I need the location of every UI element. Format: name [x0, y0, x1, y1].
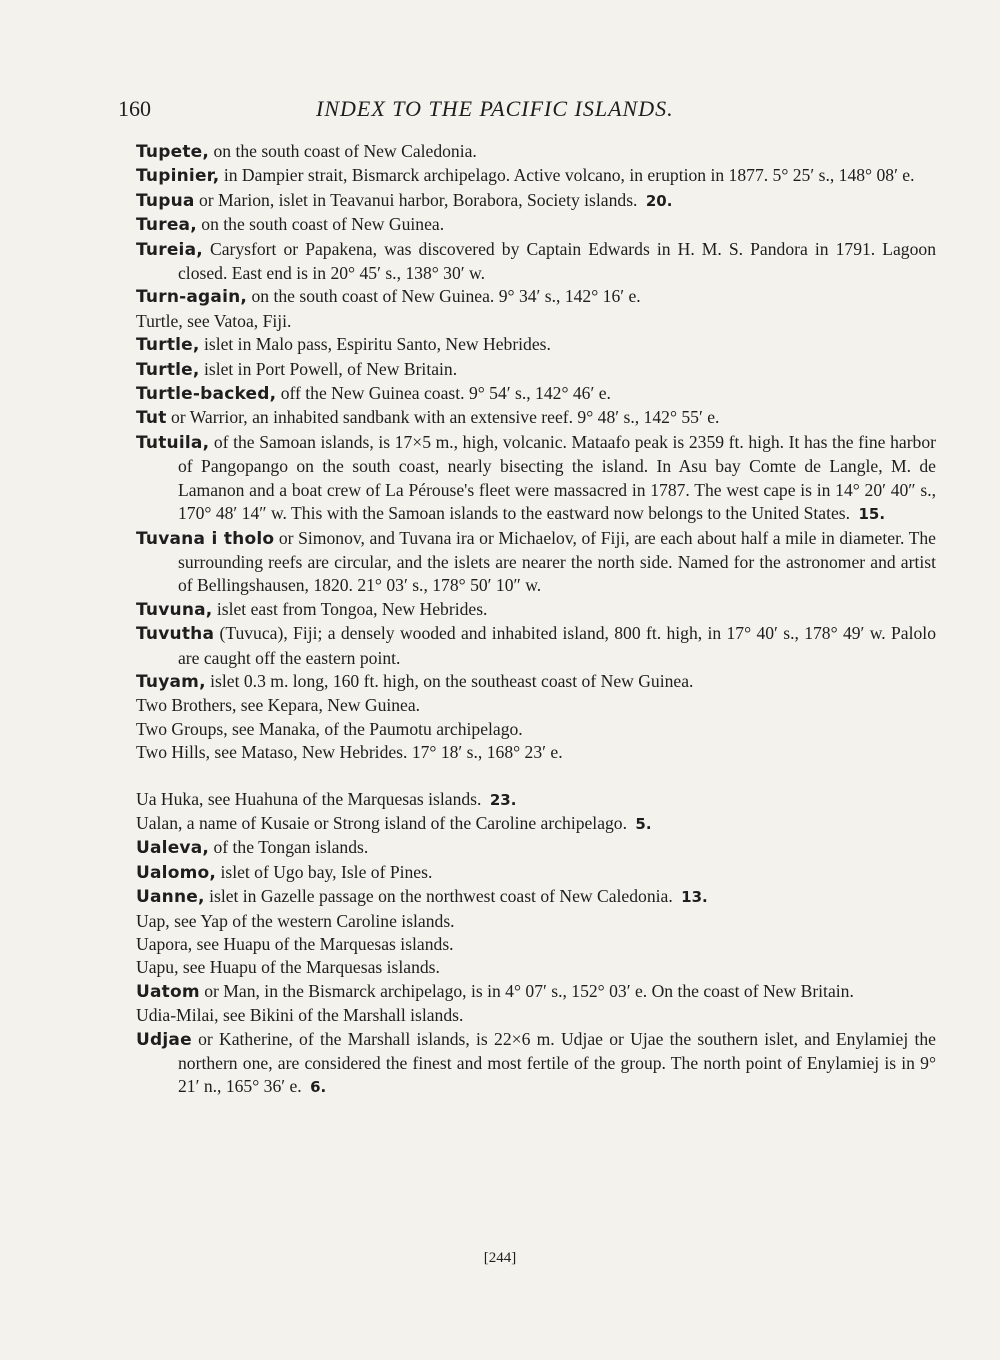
index-entry: [136, 622, 936, 670]
entry-headword: Uanne,: [136, 887, 205, 908]
index-entry: [136, 431, 936, 527]
entry-headword: Turn-again,: [136, 287, 248, 308]
entry-text: Two Groups, see Manaka, of the Paumotu archipelago.: [136, 718, 523, 739]
index-section-t: [136, 140, 936, 765]
entry-text: Ua Huka, see Huahuna of the Marquesas islands.: [136, 788, 482, 809]
entry-text: on the south coast of New Caledonia.: [213, 141, 477, 161]
index-entry: [136, 910, 936, 933]
index-entry: [136, 812, 936, 836]
page-title: INDEX TO THE PACIFIC ISLANDS.: [316, 96, 674, 121]
entry-headword: Tureia,: [136, 239, 203, 260]
entry-text: (Tuvuca), Fiji; a densely wooded and inhabited island, 800 ft. high, in 17° 40′ s., 178° 49′ w. Palolo are caught off the eastern point.: [178, 623, 936, 668]
index-entry: [136, 213, 936, 237]
index-entry: [136, 238, 936, 286]
index-entry: [136, 140, 936, 164]
page-number: 160: [118, 96, 151, 121]
entry-text: in Dampier strait, Bismarck archipelago. Active volcano, in eruption in 1877. 5° 25′ s., 148° 08′ e.: [223, 165, 915, 186]
entry-text: or Marion, islet in Teavanui harbor, Borabora, Society islands.: [198, 189, 638, 210]
entry-text: on the south coast of New Guinea. 9° 34′ s., 142° 16′ e.: [251, 286, 641, 307]
map-reference: 15.: [858, 505, 886, 524]
index-entry: [136, 788, 936, 812]
entry-text: islet east from Tongoa, New Hebrides.: [216, 598, 488, 619]
index-entry: [136, 933, 936, 956]
index-entry: [136, 285, 936, 309]
index-entry: [136, 527, 936, 598]
index-entry: [136, 164, 936, 188]
entry-headword: Ualomo,: [136, 862, 217, 883]
index-body: [136, 140, 936, 1100]
entry-headword: Turea,: [136, 215, 197, 236]
entry-headword: Ualeva,: [136, 838, 210, 859]
entry-headword: Uatom: [136, 981, 200, 1002]
index-entry: [136, 406, 936, 430]
entry-text: or Warrior, an inhabited sandbank with an extensive reef. 9° 48′ s., 142° 55′ e.: [170, 407, 720, 428]
index-entry: [136, 358, 936, 382]
index-entry: [136, 956, 936, 979]
index-entry: [136, 885, 936, 909]
index-entry: [136, 333, 936, 357]
index-entry: [136, 836, 936, 860]
entry-headword: Tutuila,: [136, 432, 210, 453]
index-entry: [136, 382, 936, 406]
map-reference: 20.: [645, 191, 673, 210]
index-entry: [136, 694, 936, 717]
index-entry: [136, 980, 936, 1004]
entry-text: of the Samoan islands, is 17×5 m., high, volcanic. Mataafo peak is 2359 ft. high. It has the fine harbor of Pangopango on the south coast, nearly bisecting the island. In Asu bay Comte de Langle, M. de Lamanon and a boat crew of La Pérouse's fleet were massacred in 1787. The west cape is in 14° 20′ 40″ s., 170° 48′ 14″ w. This with the Samoan islands to the eastward now belongs to the United States.: [178, 431, 937, 524]
entry-text: Two Hills, see Mataso, New Hebrides. 17° 18′ s., 168° 23′ e.: [136, 742, 563, 763]
entry-text: or Katherine, of the Marshall islands, is 22×6 m. Udjae or Ujae the southern islet, and Enylamiej the northern one, are considered the finest and most fertile of the group. The north point of Enylamiej is in 9° 21′ n., 165° 36′ e.: [178, 1028, 936, 1097]
entry-headword: Turtle,: [136, 335, 200, 356]
entry-text: off the New Guinea coast. 9° 54′ s., 142° 46′ e.: [280, 383, 611, 404]
map-reference: 5.: [635, 814, 652, 833]
entry-text: Uapu, see Huapu of the Marquesas islands.: [136, 957, 440, 978]
entry-headword: Turtle,: [136, 359, 200, 380]
index-entry: [136, 861, 936, 885]
entry-text: Udia-Milai, see Bikini of the Marshall islands.: [136, 1005, 464, 1026]
entry-headword: Tut: [136, 408, 167, 429]
entry-headword: Udjae: [136, 1029, 192, 1050]
entry-text: islet of Ugo bay, Isle of Pines.: [220, 861, 433, 882]
index-entry: [136, 741, 936, 764]
entry-headword: Tupete,: [136, 142, 210, 162]
entry-text: islet in Gazelle passage on the northwest coast of New Caledonia.: [209, 886, 673, 907]
map-reference: 23.: [489, 790, 517, 809]
section-gap: [136, 765, 936, 788]
entry-text: of the Tongan islands.: [213, 837, 369, 858]
entry-headword: Tuyam,: [136, 671, 206, 692]
index-entry: [136, 670, 936, 694]
entry-headword: Tupinier,: [136, 166, 220, 187]
entry-text: or Man, in the Bismarck archipelago, is in 4° 07′ s., 152° 03′ e. On the coast of New Britain.: [204, 980, 854, 1001]
index-entry: [136, 1004, 936, 1027]
index-section-u: [136, 788, 936, 1100]
entry-headword: Tuvuna,: [136, 599, 213, 620]
index-entry: [136, 718, 936, 741]
entry-headword: Turtle-backed,: [136, 384, 277, 405]
entry-headword: Tuvana i tholo: [136, 528, 275, 549]
entry-text: Uap, see Yap of the western Caroline islands.: [136, 910, 455, 931]
page-footer: [244]: [483, 1250, 517, 1266]
entry-text: on the south coast of New Guinea.: [201, 214, 445, 235]
index-entry: [136, 189, 936, 213]
entry-text: Ualan, a name of Kusaie or Strong island of the Caroline archipelago.: [136, 812, 628, 833]
entry-headword: Tuvutha: [136, 624, 215, 645]
entry-text: Carysfort or Papakena, was discovered by Captain Edwards in H. M. S. Pandora in 1791. Lagoon closed. East end is in 20° 45′ s., 138° 30′ w.: [178, 238, 936, 284]
index-entry: [136, 598, 936, 622]
index-entry: [136, 310, 936, 333]
entry-text: Two Brothers, see Kepara, New Guinea.: [136, 695, 421, 716]
entry-text: islet in Port Powell, of New Britain.: [203, 358, 458, 379]
entry-text: islet 0.3 m. long, 160 ft. high, on the southeast coast of New Guinea.: [210, 670, 694, 691]
entry-headword: Tupua: [136, 190, 195, 211]
index-entry: [136, 1028, 936, 1100]
page-header: [118, 96, 768, 126]
map-reference: 13.: [681, 888, 708, 907]
entry-text: Uapora, see Huapu of the Marquesas islands.: [136, 934, 454, 954]
entry-text: or Simonov, and Tuvana ira or Michaelov, of Fiji, are each about half a mile in diameter. The surrounding reefs are circular, and the islets are nearer the north side. Named for the astronomer and artist of Bellingshausen, 1820. 21° 03′ s., 178° 50′ 10″ w.: [178, 527, 936, 596]
map-reference: 6.: [310, 1078, 327, 1097]
entry-text: Turtle, see Vatoa, Fiji.: [136, 310, 292, 331]
entry-text: islet in Malo pass, Espiritu Santo, New Hebrides.: [203, 334, 551, 355]
